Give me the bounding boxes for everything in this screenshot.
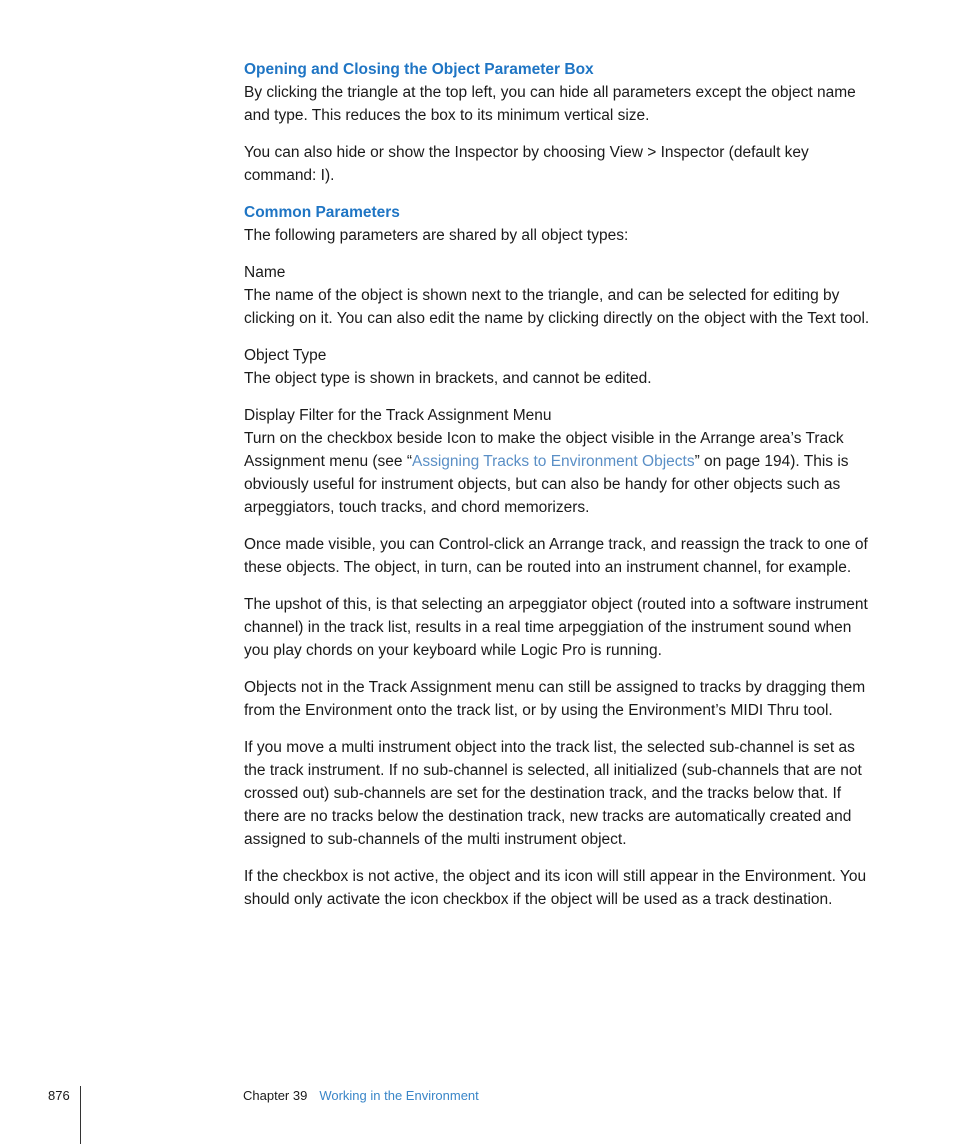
paragraph: By clicking the triangle at the top left, you can hide all parameters except the object name and type. This reduces the box to its minimum vertical size. xyxy=(244,84,856,124)
subheading-object-type: Object Type xyxy=(244,347,327,364)
section-heading-opening: Opening and Closing the Object Parameter Box xyxy=(244,61,594,78)
chapter-label: Chapter 39 xyxy=(243,1088,308,1103)
text-span: ” on page 194). This is obviously useful for instrument objects, but can also be handy for other objects such as arpeggiators, touch tracks, and chord memorizers. xyxy=(244,453,849,516)
subheading-name: Name xyxy=(244,264,286,281)
paragraph: If you move a multi instrument object into the track list, the selected sub-channel is set as the track instrument. If no sub-channel is selected, all initialized (sub-channels that are not crossed out) sub-channels are set for the destination track, and the tracks below that. If there are no tracks below the destination track, new tracks are automatically created and assigned to sub-channels of the multi instrument object. xyxy=(244,739,862,848)
paragraph: Objects not in the Track Assignment menu can still be assigned to tracks by dragging them from the Environment onto the track list, or by using the Environment’s MIDI Thru tool. xyxy=(244,679,866,719)
paragraph: You can also hide or show the Inspector by choosing View > Inspector (default key command: I). xyxy=(244,144,809,184)
paragraph: The name of the object is shown next to the triangle, and can be selected for editing by clicking on it. You can also edit the name by clicking directly on the object with the Text tool. xyxy=(244,287,870,327)
paragraph: The following parameters are shared by all object types: xyxy=(244,227,629,244)
page-number: 876 xyxy=(48,1088,70,1103)
paragraph xyxy=(244,427,876,519)
paragraph: The object type is shown in brackets, and cannot be edited. xyxy=(244,370,652,387)
cross-reference-link[interactable]: Assigning Tracks to Environment Objects xyxy=(412,453,695,470)
text-span: Turn on the checkbox beside Icon to make the object visible in the Arrange area’s Track Assignment menu (see “ xyxy=(244,430,844,470)
page-content xyxy=(244,58,876,925)
footer-chapter xyxy=(243,1088,479,1103)
paragraph: If the checkbox is not active, the object and its icon will still appear in the Environment. You should only activate the icon checkbox if the object will be used as a track destination. xyxy=(244,868,867,908)
footer-divider xyxy=(80,1086,81,1144)
chapter-title-link[interactable]: Working in the Environment xyxy=(319,1088,479,1103)
paragraph: The upshot of this, is that selecting an arpeggiator object (routed into a software instrument channel) in the track list, results in a real time arpeggiation of the instrument sound when you play chords on your keyboard while Logic Pro is running. xyxy=(244,596,868,659)
subheading-display-filter: Display Filter for the Track Assignment Menu xyxy=(244,407,552,424)
paragraph: Once made visible, you can Control-click an Arrange track, and reassign the track to one of these objects. The object, in turn, can be routed into an instrument channel, for example. xyxy=(244,536,868,576)
section-heading-common: Common Parameters xyxy=(244,204,400,221)
